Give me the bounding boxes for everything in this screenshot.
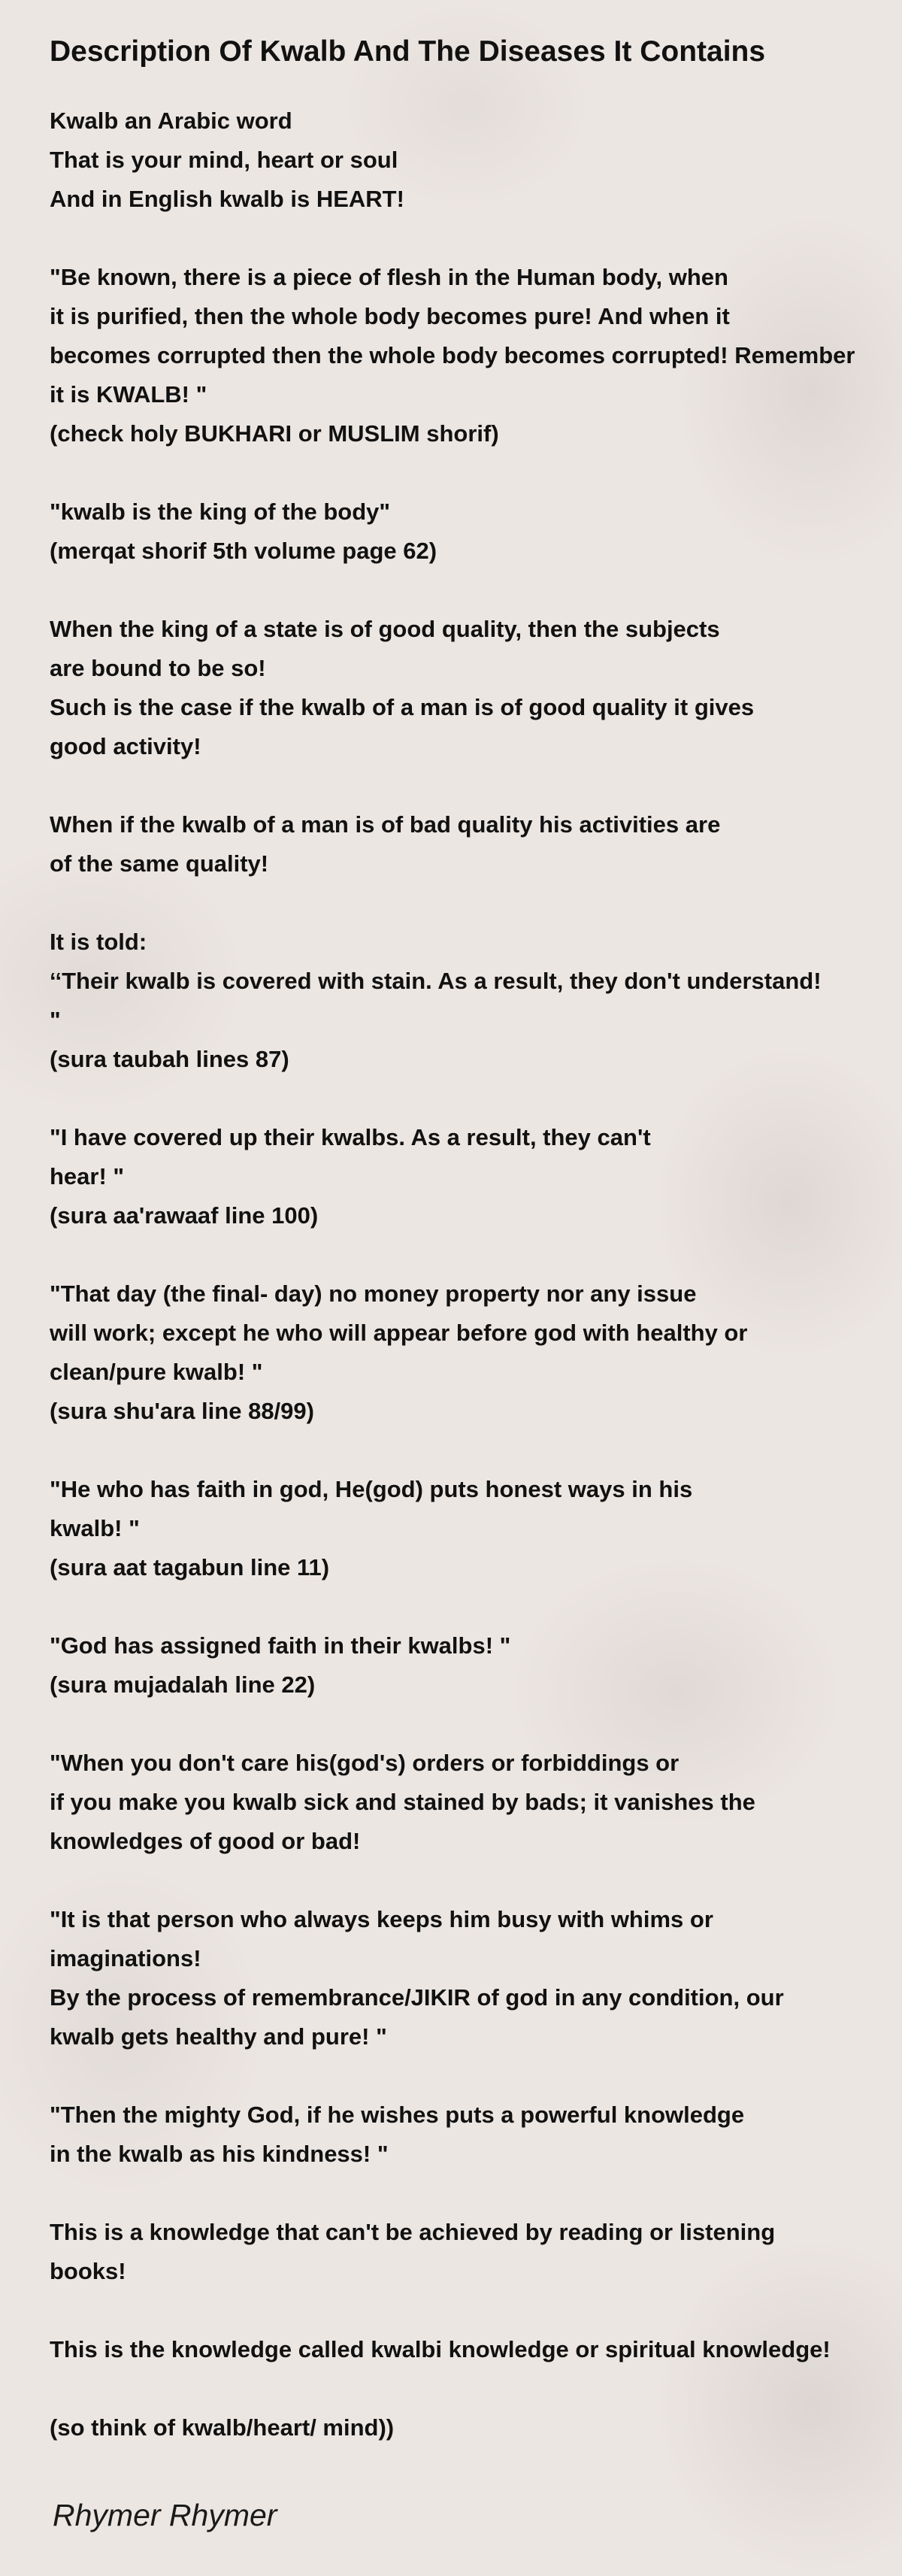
stanza: [50, 102, 893, 219]
stanza: [50, 610, 893, 766]
stanza-break: [50, 1861, 893, 1900]
poem-line: clean/pure kwalb! ": [50, 1358, 263, 1385]
poem-line: By the process of remembrance/JIKIR of god in any condition, our: [50, 1984, 784, 2011]
poem-line: will work; except he who will appear before god with healthy or: [50, 1319, 748, 1346]
stanza: [50, 923, 893, 1079]
stanza: [50, 258, 893, 453]
poem-line: "God has assigned faith in their kwalbs! ": [50, 1632, 511, 1659]
poem-line: knowledges of good or bad!: [50, 1827, 361, 1854]
stanza-break: [50, 2369, 893, 2408]
poem-line: "I have covered up their kwalbs. As a result, they can't: [50, 1123, 651, 1150]
stanza-break: [50, 1431, 893, 1470]
stanza-break: [50, 1079, 893, 1118]
poem-line: (sura aat tagabun line 11): [50, 1553, 330, 1580]
poem-line: This is a knowledge that can't be achieved by reading or listening: [50, 2218, 776, 2245]
poem-line: And in English kwalb is HEART!: [50, 185, 404, 212]
poem-line: (sura aa'rawaaf line 100): [50, 1202, 319, 1229]
stanza-break: [50, 883, 893, 923]
stanza-break: [50, 766, 893, 805]
poem-line: (merqat shorif 5th volume page 62): [50, 537, 437, 564]
stanza-break: [50, 453, 893, 492]
poem-author: Rhymer Rhymer: [53, 2498, 277, 2532]
stanza: [50, 2213, 893, 2291]
poem-line: imaginations!: [50, 1944, 201, 1971]
stanza-break: [50, 1705, 893, 1744]
poem-line: it is KWALB! ": [50, 380, 207, 408]
stanza: [50, 1470, 893, 1587]
poem-line: kwalb! ": [50, 1514, 140, 1541]
stanza: [50, 1118, 893, 1235]
poem-line: it is purified, then the whole body becomes pure! And when it: [50, 302, 730, 329]
poem-line: It is told:: [50, 928, 147, 955]
poem-line: (sura mujadalah line 22): [50, 1671, 316, 1698]
poem-line: of the same quality!: [50, 850, 269, 877]
stanza-break: [50, 2174, 893, 2213]
poem-line: "That day (the final- day) no money property nor any issue: [50, 1280, 697, 1307]
poem-line: ": [50, 1006, 61, 1033]
stanza: [50, 1900, 893, 2056]
stanza: [50, 2330, 893, 2369]
stanza-break: [50, 571, 893, 610]
stanza-break: [50, 2291, 893, 2330]
poem-title: Description Of Kwalb And The Diseases It Contains: [50, 35, 766, 68]
stanza: [50, 1626, 893, 1705]
poem-line: (check holy BUKHARI or MUSLIM shorif): [50, 420, 499, 447]
poem-line: This is the knowledge called kwalbi knowledge or spiritual knowledge!: [50, 2335, 831, 2362]
stanza: [50, 1274, 893, 1431]
poem-line: "Then the mighty God, if he wishes puts a powerful knowledge: [50, 2101, 745, 2128]
stanza-break: [50, 1235, 893, 1274]
poem-line: "When you don't care his(god's) orders or forbiddings or: [50, 1749, 680, 1776]
poem-line: "He who has faith in god, He(god) puts honest ways in his: [50, 1475, 693, 1502]
poem-line: (sura shu'ara line 88/99): [50, 1397, 314, 1424]
stanza: [50, 492, 893, 571]
stanza: [50, 2096, 893, 2174]
stanza: [50, 2408, 893, 2447]
poem-line: good activity!: [50, 732, 201, 759]
poem-line: Kwalb an Arabic word: [50, 107, 292, 134]
poem-line: hear! ": [50, 1162, 125, 1190]
poem-line: becomes corrupted then the whole body becomes corrupted! Remember: [50, 341, 855, 368]
poem-line: When if the kwalb of a man is of bad quality his activities are: [50, 811, 721, 838]
poem-line: if you make you kwalb sick and stained by bads; it vanishes the: [50, 1788, 755, 1815]
poem-line: books!: [50, 2257, 126, 2284]
stanza: [50, 805, 893, 883]
poem-line: in the kwalb as his kindness! ": [50, 2140, 389, 2167]
poem-line: are bound to be so!: [50, 654, 266, 681]
poem-line: Such is the case if the kwalb of a man is of good quality it gives: [50, 693, 755, 720]
poem-line: "It is that person who always keeps him busy with whims or: [50, 1905, 713, 1932]
poem-line: kwalb gets healthy and pure! ": [50, 2023, 387, 2050]
poem-line: That is your mind, heart or soul: [50, 146, 398, 173]
poem-body: [50, 102, 893, 2447]
poem-line: ‘‘Their kwalb is covered with stain. As a result, they don't understand!: [50, 967, 822, 994]
poem-line: When the king of a state is of good quality, then the subjects: [50, 615, 720, 642]
stanza-break: [50, 1587, 893, 1626]
poem-line: (sura taubah lines 87): [50, 1045, 289, 1072]
poem-line: "Be known, there is a piece of flesh in the Human body, when: [50, 263, 728, 290]
poem-line: "kwalb is the king of the body": [50, 498, 391, 525]
stanza-break: [50, 219, 893, 258]
stanza: [50, 1744, 893, 1861]
stanza-break: [50, 2056, 893, 2096]
poem-line: (so think of kwalb/heart/ mind)): [50, 2414, 395, 2441]
